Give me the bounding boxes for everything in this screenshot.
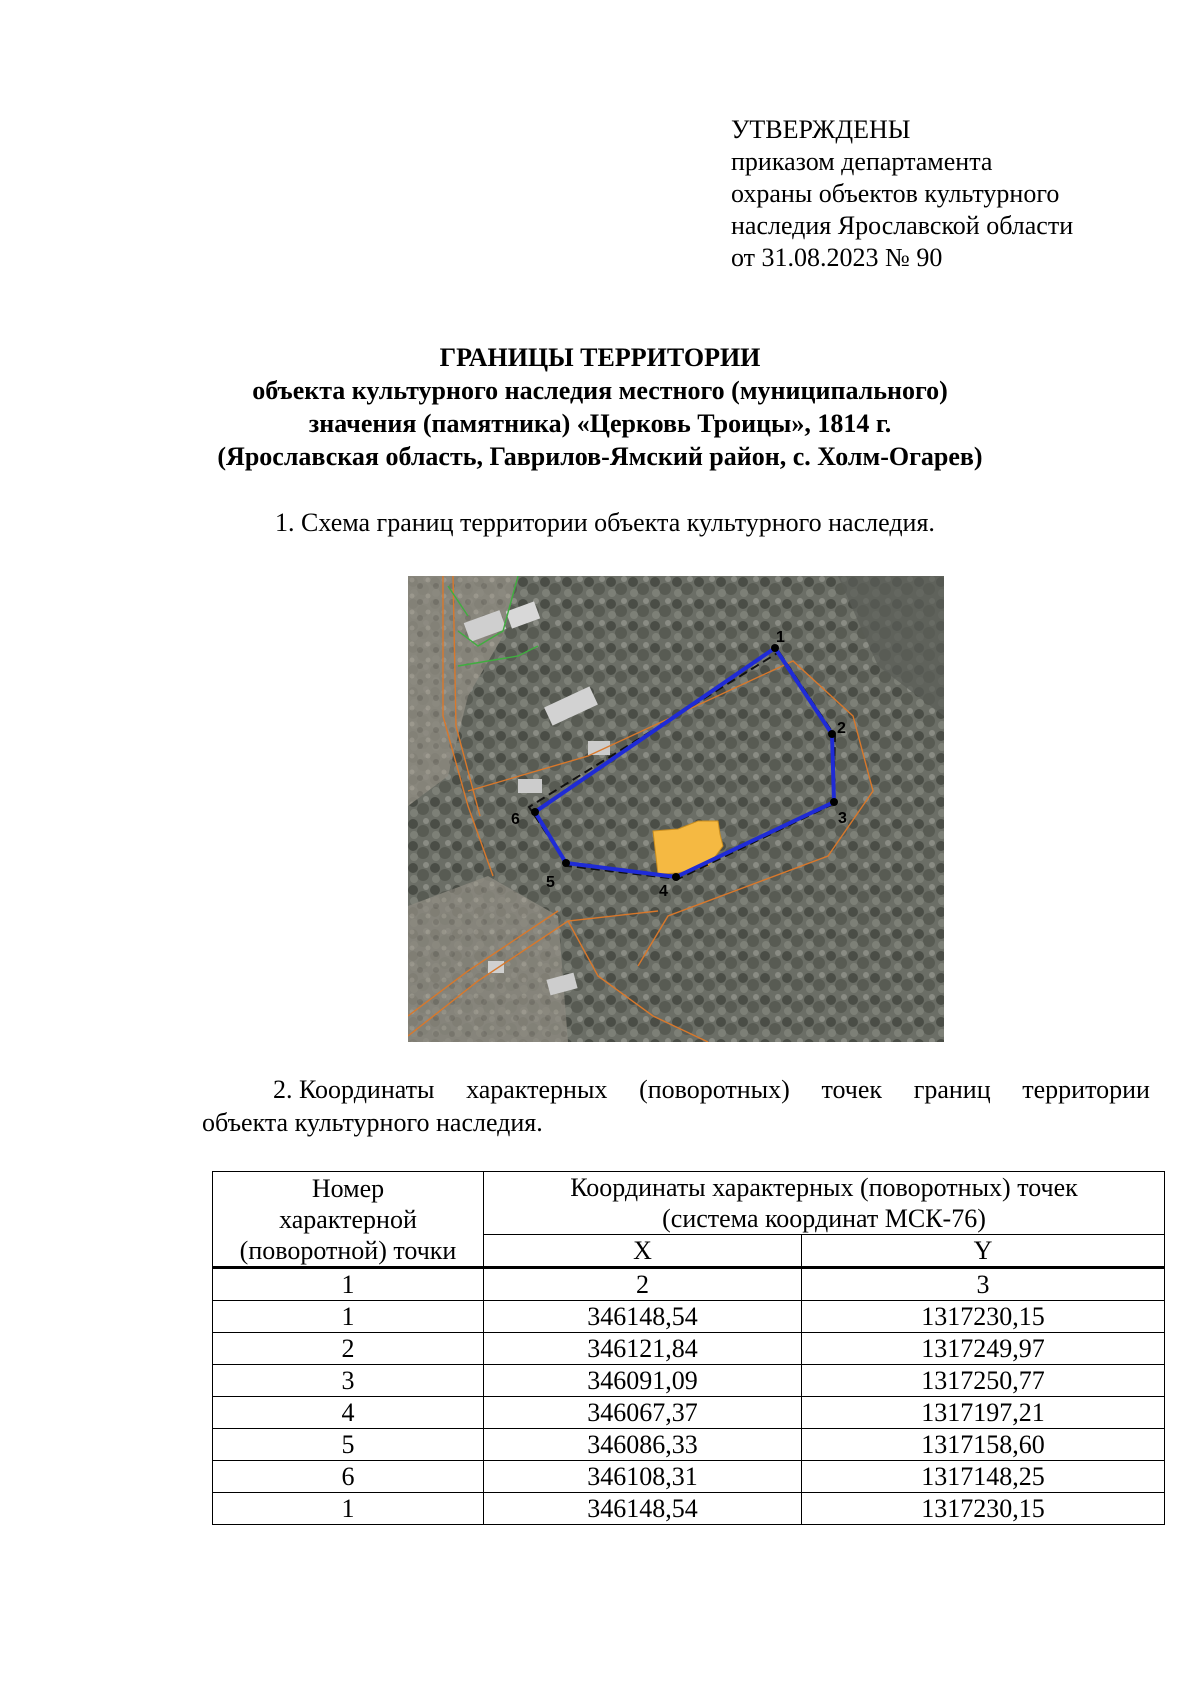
table-cell-y: 1317250,77 (802, 1365, 1165, 1397)
header-point-number: Номер характерной (поворотной) точки (213, 1172, 484, 1268)
approval-line: от 31.08.2023 № 90 (731, 243, 943, 272)
table-cell-x: 346121,84 (484, 1333, 802, 1365)
table-cell-point: 3 (213, 1365, 484, 1397)
table-cell-x: 346091,09 (484, 1365, 802, 1397)
table-cell-x: 346148,54 (484, 1301, 802, 1333)
title-line-4: (Ярославская область, Гаврилов-Ямский район, с. Холм-Огарев) (217, 442, 983, 471)
section-2-word: точек (821, 1075, 883, 1104)
table-cell-y: 1317230,15 (802, 1493, 1165, 1525)
title-line-2: объекта культурного наследия местного (муниципального) (252, 376, 948, 405)
boundary-map (408, 576, 944, 1042)
table-cell-point: 4 (213, 1397, 484, 1429)
boundary-point-5 (562, 859, 570, 867)
column-number: 2 (484, 1268, 802, 1301)
table-row (213, 1365, 1165, 1397)
approval-line: охраны объектов культурного (731, 179, 1060, 208)
table-body (213, 1301, 1165, 1525)
point-label-3: 3 (838, 810, 847, 827)
boundary-point-3 (830, 798, 838, 806)
section-1-heading: 1. Схема границ территории объекта культурного наследия. (275, 508, 935, 537)
title-line-1: ГРАНИЦЫ ТЕРРИТОРИИ (439, 343, 761, 372)
document-title (0, 341, 1200, 473)
approval-line: УТВЕРЖДЕНЫ (731, 115, 911, 144)
section-2-word: 2. Координаты (273, 1075, 435, 1104)
table-row (213, 1493, 1165, 1525)
point-label-5: 5 (546, 874, 555, 891)
table-cell-y: 1317249,97 (802, 1333, 1165, 1365)
header-x: X (484, 1235, 802, 1268)
table-cell-point: 1 (213, 1301, 484, 1333)
point-label-6: 6 (511, 811, 520, 828)
coordinates-table (212, 1171, 1165, 1525)
table-cell-y: 1317230,15 (802, 1301, 1165, 1333)
boundary-point-2 (828, 730, 836, 738)
table-row (213, 1461, 1165, 1493)
table-cell-point: 1 (213, 1493, 484, 1525)
point-label-2: 2 (837, 720, 846, 737)
section-2-line-2: объекта культурного наследия. (202, 1108, 543, 1137)
section-2-word: характерных (466, 1075, 608, 1104)
approval-line: приказом департамента (731, 147, 993, 176)
table-cell-point: 2 (213, 1333, 484, 1365)
point-label-4: 4 (659, 883, 668, 900)
column-number: 3 (802, 1268, 1165, 1301)
section-2-line-1 (202, 1073, 1150, 1106)
table-row (213, 1429, 1165, 1461)
table-cell-x: 346148,54 (484, 1493, 802, 1525)
point-label-1: 1 (776, 629, 785, 646)
table-cell-x: 346067,37 (484, 1397, 802, 1429)
section-2-word: (поворотных) (639, 1075, 790, 1104)
section-2-heading (202, 1073, 1150, 1139)
table-cell-y: 1317148,25 (802, 1461, 1165, 1493)
section-2-word: территории (1022, 1075, 1150, 1104)
boundary-point-4 (672, 873, 680, 881)
boundary-point-6 (531, 808, 539, 816)
table-cell-y: 1317197,21 (802, 1397, 1165, 1429)
table-cell-point: 6 (213, 1461, 484, 1493)
table-column-number-row (213, 1268, 1165, 1301)
approval-line: наследия Ярославской области (731, 211, 1074, 240)
column-number: 1 (213, 1268, 484, 1301)
table-cell-point: 5 (213, 1429, 484, 1461)
table-row (213, 1333, 1165, 1365)
table-cell-y: 1317158,60 (802, 1429, 1165, 1461)
title-line-3: значения (памятника) «Церковь Троицы», 1814 г. (308, 409, 892, 438)
header-y: Y (802, 1235, 1165, 1268)
table-row (213, 1397, 1165, 1429)
table-cell-x: 346108,31 (484, 1461, 802, 1493)
table-row (213, 1301, 1165, 1333)
approval-block (731, 114, 1073, 274)
section-2-word: границ (913, 1075, 991, 1104)
header-coordinates: Координаты характерных (поворотных) точек (система координат МСК-76) (484, 1172, 1165, 1235)
table-cell-x: 346086,33 (484, 1429, 802, 1461)
